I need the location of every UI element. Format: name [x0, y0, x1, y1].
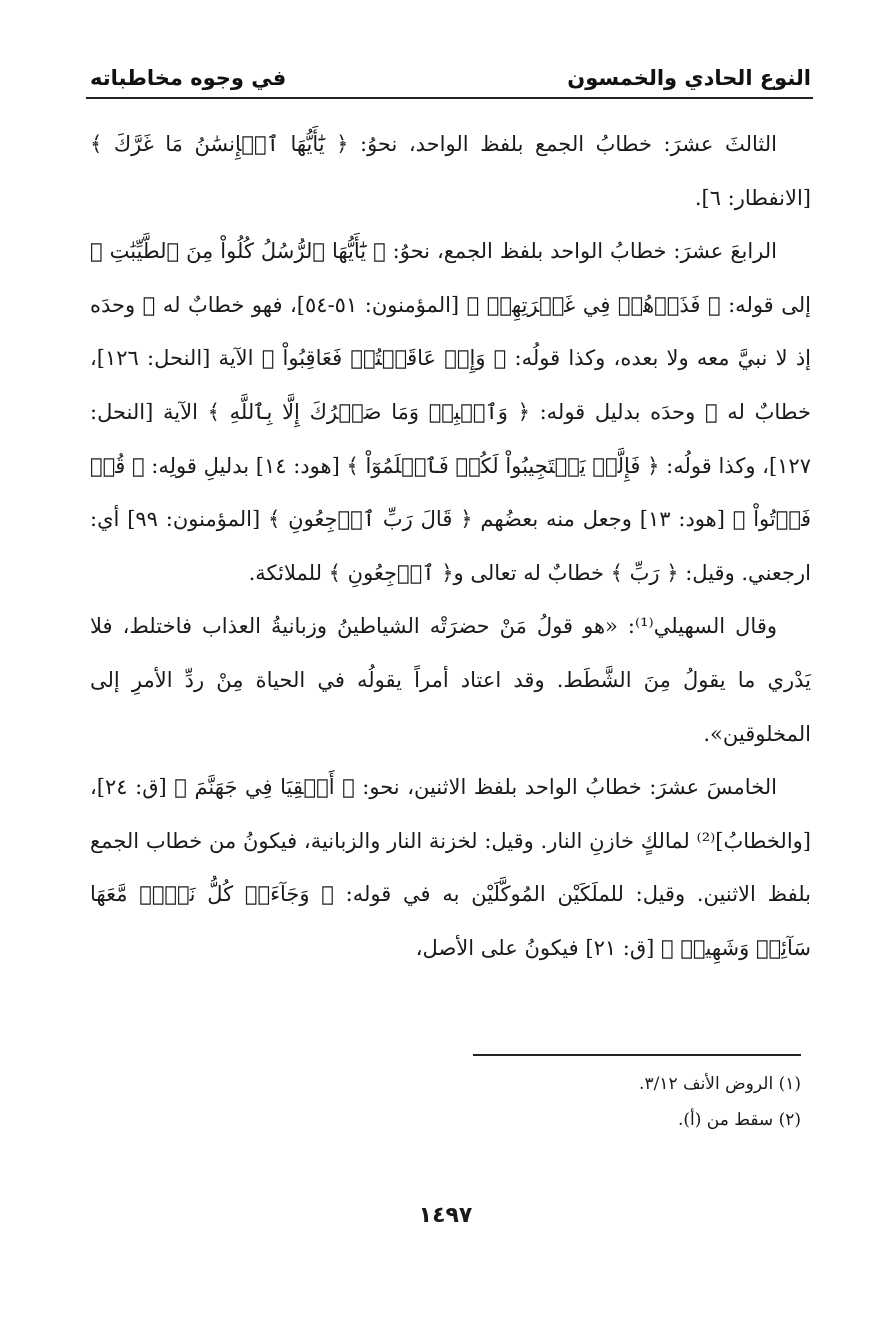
paragraph-suhayli-quote: وقال السهيلي⁽¹⁾: «هو قولُ مَنْ حضرَتْه الشياطينُ وزبانيةُ العذاب فاختلط، فلا يَدْري ما يقولُ مِنَ الشَّطَط. وقد اعتاد أمراً يقولُه في الحياة مِنْ ردِّ الأمرِ إلى المخلوقين».: [90, 614, 811, 746]
paragraph-thirteenth: الثالثَ عشرَ: خطابُ الجمع بلفظ الواحد، نحوُ: ﴿ يَٰٓأَيُّهَا ٱلۡإِنسَٰنُ مَا غَرَّكَ ﴾ [الانفطار: ٦].: [90, 132, 811, 210]
main-text: [90, 118, 811, 976]
footnote-1: (١) الروض الأنف ٣/١٢.: [639, 1074, 801, 1094]
running-header: [90, 50, 811, 90]
chapter-title: النوع الحادي والخمسون: [567, 66, 811, 90]
footnote-rule: [473, 1054, 801, 1056]
section-title: في وجوه مخاطباته: [90, 66, 287, 90]
footnotes: [90, 1066, 801, 1138]
header-rule: [86, 97, 813, 99]
footnote-2: (٢) سقط من (أ).: [677, 1110, 801, 1130]
page-number: ١٤٩٧: [418, 1203, 473, 1228]
paragraph-fourteenth: الرابعَ عشرَ: خطابُ الواحد بلفظ الجمع، نحوُ: ﴿ يَٰٓأَيُّهَا ٱلرُّسُلُ كُلُواْ مِنَ ٱلطَّيِّبَٰتِ ﴾ إلى قوله: ﴿ فَذَرۡهُمۡ فِي غَمۡرَتِهِمۡ ﴾ [المؤمنون: ٥١-٥٤]، فهو خطابٌ له ﷺ وحدَه إذ لا نبيَّ معه ولا بعده، وكذا قولُه: ﴿ وَإِنۡ عَاقَبۡتُمۡ فَعَاقِبُواْ ﴾ الآية [النحل: ١٢٦]، خطابٌ له ﷺ وحدَه بدليل قوله: ﴿ وَٱصۡبِرۡ وَمَا صَبۡرُكَ إِلَّا بِٱللَّهِ ﴾ الآية [النحل: ١٢٧]، وكذا قولُه: ﴿ فَإِلَّمۡ يَسۡتَجِيبُواْ لَكُمۡ فَٱعۡلَمُوٓاْ ﴾ [هود: ١٤] بدليلِ قولِه: ﴿ قُلۡ فَأۡتُواْ ﴾ [هود: ١٣] وجعل منه بعضُهم ﴿ قَالَ رَبِّ ٱرۡجِعُونِ ﴾ [المؤمنون: ٩٩] أي: ارجعني. وقيل: ﴿ رَبِّ ﴾ خطابٌ له تعالى و﴿ ٱرۡجِعُونِ ﴾ للملائكة.: [90, 239, 811, 585]
paragraph-fifteenth: الخامسَ عشرَ: خطابُ الواحد بلفظ الاثنين، نحو: ﴿ أَلۡقِيَا فِي جَهَنَّمَ ﴾ [ق: ٢٤]، [والخطابُ]⁽²⁾ لمالكٍ خازنِ النار. وقيل: لخزنة النار والزبانية، فيكونُ من خطاب الجمع بلفظ الاثنين. وقيل: للملَكَيْن المُوكَّلَيْن به في قوله: ﴿ وَجَآءَتۡ كُلُّ نَفۡسٖ مَّعَهَا سَآئِقٞ وَشَهِيدٞ ﴾ [ق: ٢١] فيكونُ على الأصل،: [90, 775, 811, 960]
